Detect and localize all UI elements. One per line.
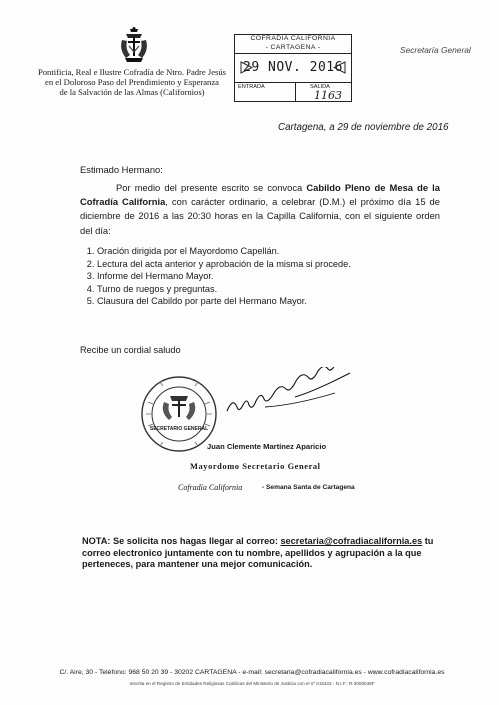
signer-role: Mayordomo Secretario General [190, 462, 321, 471]
stamp-bottom-row [235, 82, 351, 102]
secretaria-label: Secretaría General [400, 45, 471, 55]
org-line-3: de la Salvación de las Almas (Californios) [59, 87, 205, 98]
letter-body-paragraph [80, 181, 440, 238]
note-email-link[interactable]: secretaria@cofradiacalifornia.es [280, 536, 423, 546]
body-text-1: Por medio del presente escrito se convoca [116, 182, 307, 193]
agenda-item: 2. Lectura del acta anterior y aprobación de la misma si procede. [97, 258, 457, 271]
footer-contact: C/. Aire, 30 - Teléfono: 968 50 20 39 - 30202 CARTAGENA - e-mail: secretaria@cofradiacalifornia.es - www.cofradiacalifornia.es [59, 669, 445, 676]
agenda-item: 1. Oración dirigida por el Mayordomo Capellán. [97, 245, 457, 258]
signer-name: Juan Clemente Martínez Aparicio [207, 442, 327, 451]
agenda-item: 5. Clausura del Cabildo por parte del Hermano Mayor. [97, 295, 457, 308]
agenda-item: 4. Turno de ruegos y preguntas. [97, 283, 457, 296]
handwritten-signature [225, 367, 355, 419]
org-line-2: en el Doloroso Paso del Prendimiento y Esperanza [45, 77, 219, 88]
stamp-line-2: - CARTAGENA - [265, 43, 321, 51]
agenda-item: 3. Informe del Hermano Mayor. [97, 270, 457, 283]
agenda-list [80, 245, 457, 308]
note-block [82, 536, 444, 571]
letter-date: Cartagena, a 29 de noviembre de 2016 [278, 122, 449, 133]
arrow-left-icon [333, 61, 346, 74]
organization-name [20, 67, 244, 98]
stamp-header [235, 35, 351, 54]
stamp-salida-box [295, 83, 352, 102]
org-line-1: Pontificia, Real e Ilustre Cofradía de Ntro. Padre Jesús [37, 67, 227, 77]
body-bold-1: Cabildo Pleno de Mesa de la Cofradía California [80, 182, 440, 208]
registry-stamp [234, 34, 352, 102]
stamp-line-1: COFRADIA CALIFORNIA [250, 35, 336, 42]
letter-closing: Recibe un cordial saludo [80, 345, 181, 355]
note-text-1: NOTA: Se solicita nos hagas llegar al correo: [82, 536, 281, 546]
stamp-entrada-label: ENTRADA [238, 84, 265, 90]
footer-registry: Inscrita en el Registro de Entidades Religiosas Católicas del Ministerio de Justicia con el nº 015423 - N.I.F.: R-3000048F [129, 681, 375, 686]
seal-label: SECRETARIO GENERAL [149, 426, 209, 432]
semana-santa-tagline: - Semana Santa de Cartagena [262, 484, 355, 491]
note-text-2: tu correo electronico juntamente con tu nombre, apellidos y agrupación a la que perteneces, para mantener una mejor comunicación. [82, 536, 434, 570]
body-text-2: , con carácter ordinario, a celebrar (D.M.) el próximo día 15 de diciembre de 2016 a las 20:30 horas en la Capilla California, con el siguiente orden del día: [80, 196, 440, 236]
stamp-salida-label: SALIDA [310, 84, 330, 90]
cofradia-script-name: Cofradía California [178, 483, 243, 492]
letter-greeting: Estimado Hermano: [80, 164, 163, 175]
cofradia-crest-logo [117, 26, 151, 64]
stamp-date: 29 NOV. 2016 [243, 60, 343, 75]
stamp-entry-number: 1163 [314, 89, 342, 102]
